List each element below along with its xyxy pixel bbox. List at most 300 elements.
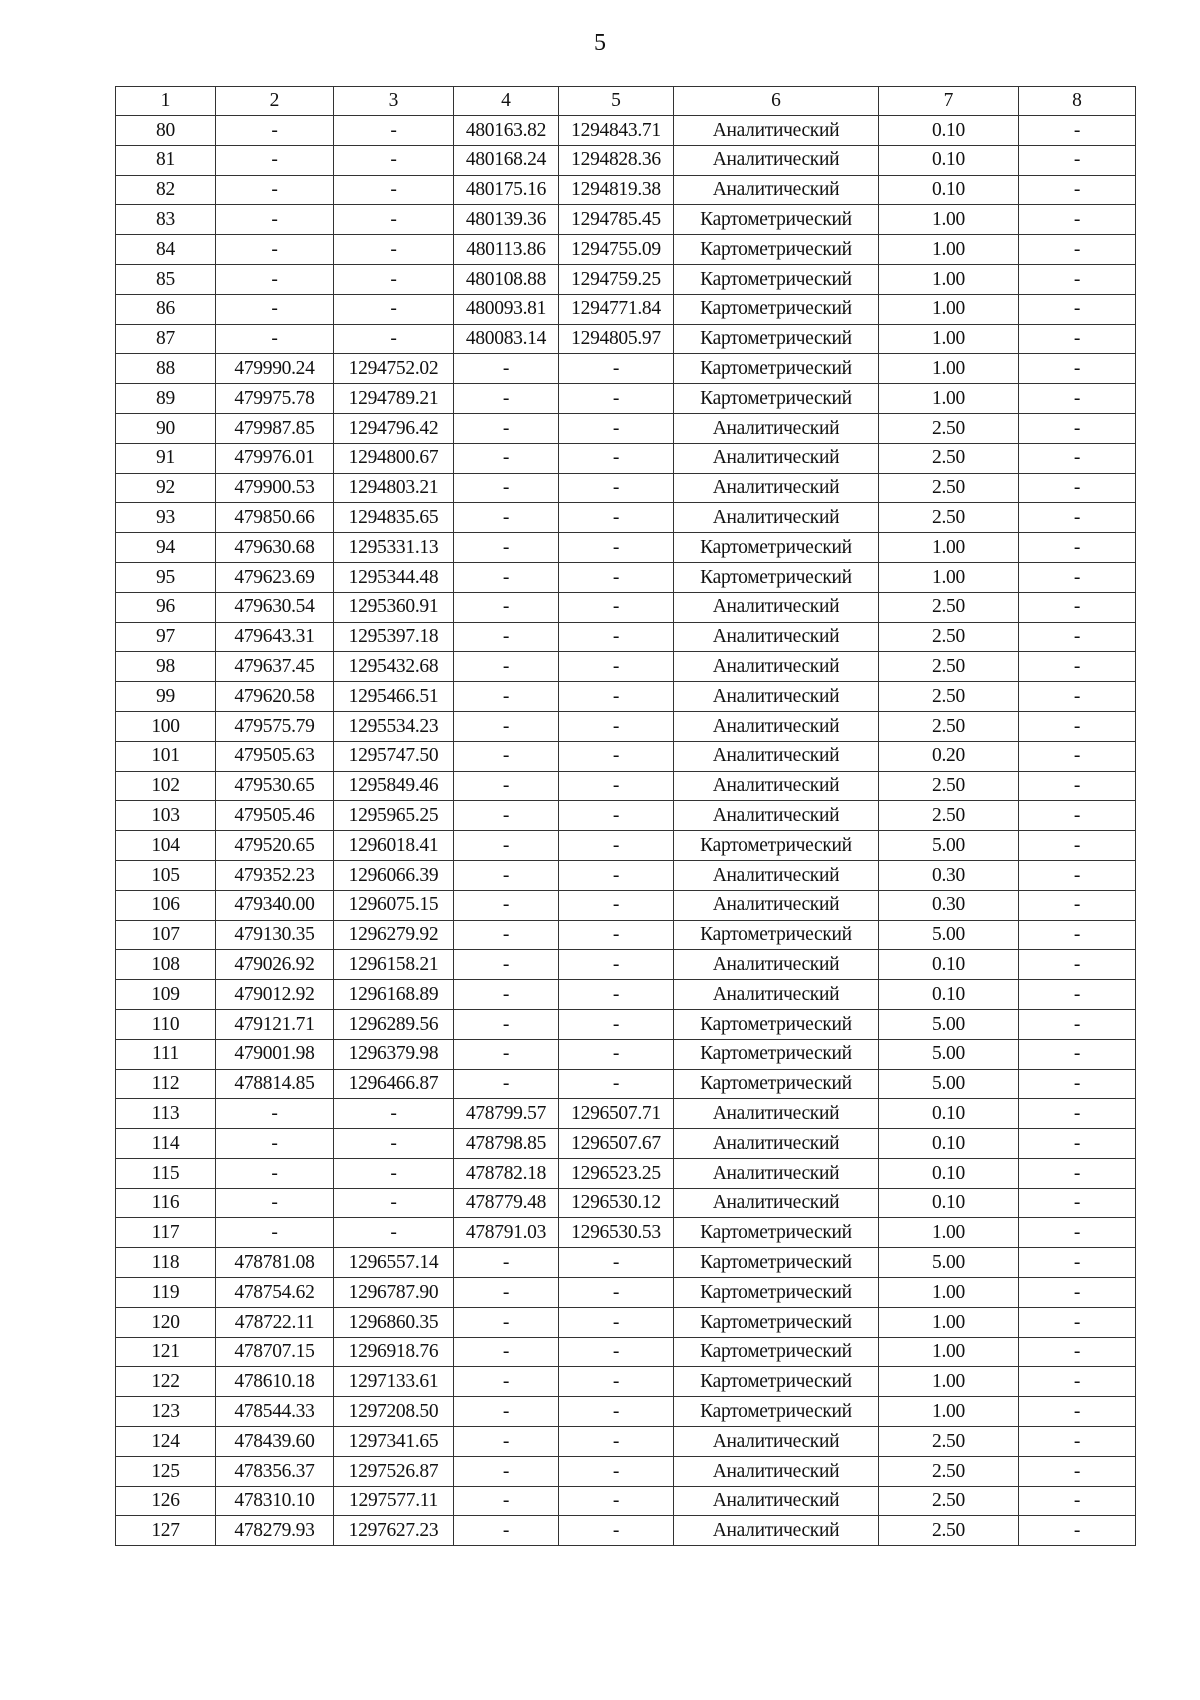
cell-y-coordinate-b: - [559,1397,674,1427]
cell-method: Аналитический [674,652,879,682]
cell-y-coordinate-b: - [559,622,674,652]
cell-method: Картометрический [674,920,879,950]
cell-note: - [1019,473,1136,503]
cell-row-number: 88 [116,354,216,384]
cell-y-coordinate-a: 1296379.98 [334,1039,454,1069]
coordinates-table-container [115,86,1136,1546]
cell-x-coordinate-a: - [216,175,334,205]
cell-row-number: 89 [116,384,216,414]
cell-y-coordinate-b: - [559,473,674,503]
cell-x-coordinate-b: - [454,741,559,771]
table-row [116,1218,1136,1248]
cell-y-coordinate-b: 1294828.36 [559,145,674,175]
cell-row-number: 107 [116,920,216,950]
cell-row-number: 116 [116,1188,216,1218]
cell-note: - [1019,831,1136,861]
cell-x-coordinate-a: 479637.45 [216,652,334,682]
cell-x-coordinate-a: 478781.08 [216,1248,334,1278]
cell-row-number: 112 [116,1069,216,1099]
cell-y-coordinate-a: 1296787.90 [334,1278,454,1308]
cell-note: - [1019,1397,1136,1427]
cell-row-number: 106 [116,890,216,920]
cell-x-coordinate-b: 480163.82 [454,116,559,146]
page-number: 5 [594,30,606,56]
cell-y-coordinate-a: 1296289.56 [334,1009,454,1039]
cell-x-coordinate-a: - [216,1158,334,1188]
cell-x-coordinate-b: - [454,592,559,622]
cell-x-coordinate-b: - [454,1486,559,1516]
cell-y-coordinate-b: - [559,1009,674,1039]
cell-x-coordinate-a: 479575.79 [216,711,334,741]
cell-x-coordinate-a: 479352.23 [216,860,334,890]
cell-row-number: 97 [116,622,216,652]
cell-note: - [1019,205,1136,235]
cell-accuracy: 1.00 [879,1367,1019,1397]
cell-accuracy: 1.00 [879,384,1019,414]
cell-accuracy: 5.00 [879,1009,1019,1039]
column-header-7: 7 [879,87,1019,116]
cell-x-coordinate-a: 478356.37 [216,1456,334,1486]
table-row [116,354,1136,384]
table-row [116,592,1136,622]
cell-row-number: 113 [116,1099,216,1129]
cell-row-number: 96 [116,592,216,622]
cell-y-coordinate-a: 1295397.18 [334,622,454,652]
cell-x-coordinate-b: - [454,413,559,443]
cell-x-coordinate-a: - [216,145,334,175]
cell-x-coordinate-a: 479987.85 [216,413,334,443]
cell-note: - [1019,682,1136,712]
cell-y-coordinate-a: 1296158.21 [334,950,454,980]
table-row [116,1307,1136,1337]
cell-accuracy: 1.00 [879,235,1019,265]
cell-y-coordinate-b: - [559,1307,674,1337]
cell-row-number: 121 [116,1337,216,1367]
cell-y-coordinate-a: 1297341.65 [334,1427,454,1457]
cell-accuracy: 2.50 [879,801,1019,831]
cell-row-number: 85 [116,264,216,294]
cell-x-coordinate-b: - [454,1278,559,1308]
cell-x-coordinate-b: - [454,1307,559,1337]
cell-y-coordinate-b: - [559,771,674,801]
cell-x-coordinate-b: - [454,950,559,980]
cell-accuracy: 1.00 [879,264,1019,294]
cell-x-coordinate-b: - [454,473,559,503]
cell-y-coordinate-b: - [559,801,674,831]
cell-note: - [1019,1427,1136,1457]
cell-x-coordinate-b: - [454,1069,559,1099]
cell-row-number: 114 [116,1129,216,1159]
table-header [116,87,1136,116]
table-row [116,831,1136,861]
cell-accuracy: 2.50 [879,771,1019,801]
cell-accuracy: 1.00 [879,1397,1019,1427]
cell-row-number: 124 [116,1427,216,1457]
cell-note: - [1019,920,1136,950]
cell-x-coordinate-b: 480168.24 [454,145,559,175]
cell-y-coordinate-b: - [559,1427,674,1457]
cell-row-number: 100 [116,711,216,741]
cell-x-coordinate-a: 479990.24 [216,354,334,384]
cell-y-coordinate-a: - [334,1158,454,1188]
column-header-8: 8 [1019,87,1136,116]
cell-method: Аналитический [674,1129,879,1159]
cell-row-number: 104 [116,831,216,861]
cell-x-coordinate-a: - [216,235,334,265]
cell-y-coordinate-b: - [559,682,674,712]
cell-x-coordinate-b: - [454,1516,559,1546]
table-row [116,980,1136,1010]
cell-x-coordinate-a: 479976.01 [216,443,334,473]
cell-row-number: 102 [116,771,216,801]
cell-method: Картометрический [674,831,879,861]
cell-accuracy: 1.00 [879,354,1019,384]
cell-method: Аналитический [674,592,879,622]
cell-method: Картометрический [674,1069,879,1099]
cell-x-coordinate-b: - [454,831,559,861]
cell-note: - [1019,354,1136,384]
cell-accuracy: 0.10 [879,116,1019,146]
cell-x-coordinate-a: - [216,1129,334,1159]
cell-accuracy: 2.50 [879,682,1019,712]
cell-row-number: 87 [116,324,216,354]
cell-y-coordinate-b: - [559,652,674,682]
cell-method: Аналитический [674,771,879,801]
cell-x-coordinate-b: - [454,890,559,920]
cell-method: Аналитический [674,1099,879,1129]
cell-method: Аналитический [674,1516,879,1546]
cell-y-coordinate-a: 1296279.92 [334,920,454,950]
cell-row-number: 103 [116,801,216,831]
table-row [116,920,1136,950]
table-row [116,1039,1136,1069]
cell-x-coordinate-b: 480139.36 [454,205,559,235]
column-header-6: 6 [674,87,879,116]
cell-y-coordinate-a: 1297627.23 [334,1516,454,1546]
cell-y-coordinate-b: - [559,1278,674,1308]
cell-row-number: 80 [116,116,216,146]
cell-method: Картометрический [674,235,879,265]
cell-accuracy: 0.10 [879,145,1019,175]
cell-y-coordinate-b: - [559,592,674,622]
cell-x-coordinate-a: 479340.00 [216,890,334,920]
cell-y-coordinate-a: 1296557.14 [334,1248,454,1278]
cell-x-coordinate-b: - [454,860,559,890]
cell-x-coordinate-b: - [454,771,559,801]
cell-x-coordinate-a: - [216,1099,334,1129]
cell-note: - [1019,622,1136,652]
table-row [116,801,1136,831]
cell-method: Картометрический [674,1307,879,1337]
cell-note: - [1019,324,1136,354]
table-row [116,294,1136,324]
cell-y-coordinate-b: - [559,980,674,1010]
cell-x-coordinate-a: 479001.98 [216,1039,334,1069]
cell-row-number: 125 [116,1456,216,1486]
table-row [116,711,1136,741]
cell-y-coordinate-b: 1296530.53 [559,1218,674,1248]
cell-row-number: 120 [116,1307,216,1337]
cell-row-number: 117 [116,1218,216,1248]
cell-accuracy: 2.50 [879,443,1019,473]
cell-note: - [1019,1099,1136,1129]
cell-x-coordinate-a: 479012.92 [216,980,334,1010]
cell-y-coordinate-a: - [334,145,454,175]
cell-note: - [1019,562,1136,592]
cell-method: Аналитический [674,145,879,175]
cell-method: Аналитический [674,443,879,473]
cell-accuracy: 1.00 [879,533,1019,563]
cell-method: Картометрический [674,1278,879,1308]
cell-x-coordinate-a: 479975.78 [216,384,334,414]
table-row [116,622,1136,652]
cell-x-coordinate-b: - [454,682,559,712]
cell-method: Аналитический [674,741,879,771]
cell-row-number: 90 [116,413,216,443]
cell-x-coordinate-a: 478279.93 [216,1516,334,1546]
cell-note: - [1019,116,1136,146]
table-row [116,116,1136,146]
cell-y-coordinate-a: 1296066.39 [334,860,454,890]
table-row [116,473,1136,503]
cell-y-coordinate-b: - [559,1516,674,1546]
cell-x-coordinate-a: 478754.62 [216,1278,334,1308]
cell-y-coordinate-b: - [559,1069,674,1099]
cell-y-coordinate-a: 1295534.23 [334,711,454,741]
table-row [116,533,1136,563]
cell-method: Аналитический [674,711,879,741]
cell-y-coordinate-b: - [559,384,674,414]
cell-note: - [1019,950,1136,980]
cell-note: - [1019,980,1136,1010]
cell-accuracy: 0.10 [879,1158,1019,1188]
cell-accuracy: 0.30 [879,860,1019,890]
cell-y-coordinate-b: - [559,1456,674,1486]
cell-accuracy: 2.50 [879,473,1019,503]
cell-accuracy: 0.10 [879,1099,1019,1129]
cell-x-coordinate-a: - [216,1218,334,1248]
column-header-5: 5 [559,87,674,116]
table-row [116,860,1136,890]
cell-y-coordinate-a: - [334,1188,454,1218]
cell-row-number: 111 [116,1039,216,1069]
cell-accuracy: 1.00 [879,1337,1019,1367]
cell-note: - [1019,1307,1136,1337]
cell-note: - [1019,801,1136,831]
cell-x-coordinate-b: 478799.57 [454,1099,559,1129]
cell-y-coordinate-a: - [334,1129,454,1159]
cell-row-number: 110 [116,1009,216,1039]
cell-y-coordinate-a: - [334,1218,454,1248]
table-row [116,1188,1136,1218]
cell-y-coordinate-b: 1296523.25 [559,1158,674,1188]
cell-x-coordinate-b: - [454,652,559,682]
cell-x-coordinate-a: 478439.60 [216,1427,334,1457]
cell-y-coordinate-b: - [559,413,674,443]
cell-accuracy: 5.00 [879,1248,1019,1278]
table-row [116,1427,1136,1457]
table-row [116,1456,1136,1486]
cell-x-coordinate-b: - [454,503,559,533]
cell-y-coordinate-a: 1295849.46 [334,771,454,801]
table-row [116,413,1136,443]
cell-method: Аналитический [674,860,879,890]
cell-y-coordinate-b: 1294843.71 [559,116,674,146]
cell-x-coordinate-a: 479620.58 [216,682,334,712]
cell-x-coordinate-a: 478610.18 [216,1367,334,1397]
cell-accuracy: 5.00 [879,831,1019,861]
cell-y-coordinate-b: - [559,831,674,861]
cell-note: - [1019,1367,1136,1397]
cell-accuracy: 1.00 [879,1278,1019,1308]
cell-y-coordinate-a: 1297133.61 [334,1367,454,1397]
cell-y-coordinate-a: 1297526.87 [334,1456,454,1486]
cell-row-number: 92 [116,473,216,503]
table-row [116,1009,1136,1039]
table-row [116,235,1136,265]
cell-x-coordinate-b: - [454,711,559,741]
cell-accuracy: 2.50 [879,1486,1019,1516]
cell-x-coordinate-b: - [454,384,559,414]
cell-x-coordinate-a: - [216,205,334,235]
table-row [116,145,1136,175]
table-row [116,1367,1136,1397]
cell-method: Аналитический [674,890,879,920]
cell-y-coordinate-b: - [559,920,674,950]
cell-x-coordinate-b: - [454,1427,559,1457]
table-row [116,1158,1136,1188]
cell-y-coordinate-a: - [334,116,454,146]
cell-row-number: 81 [116,145,216,175]
cell-note: - [1019,860,1136,890]
cell-y-coordinate-a: 1294835.65 [334,503,454,533]
cell-accuracy: 2.50 [879,413,1019,443]
cell-note: - [1019,1188,1136,1218]
cell-x-coordinate-b: - [454,1009,559,1039]
table-row [116,741,1136,771]
cell-y-coordinate-b: 1296507.71 [559,1099,674,1129]
cell-x-coordinate-a: 479630.68 [216,533,334,563]
header-row [116,87,1136,116]
table-row [116,652,1136,682]
cell-row-number: 123 [116,1397,216,1427]
cell-y-coordinate-b: - [559,443,674,473]
cell-y-coordinate-b: 1294785.45 [559,205,674,235]
cell-y-coordinate-b: - [559,533,674,563]
cell-y-coordinate-a: - [334,175,454,205]
cell-row-number: 126 [116,1486,216,1516]
table-body [116,116,1136,1546]
cell-accuracy: 0.30 [879,890,1019,920]
cell-row-number: 101 [116,741,216,771]
table-row [116,1337,1136,1367]
cell-note: - [1019,533,1136,563]
cell-x-coordinate-a: 479121.71 [216,1009,334,1039]
cell-x-coordinate-a: 479850.66 [216,503,334,533]
cell-accuracy: 1.00 [879,205,1019,235]
cell-accuracy: 1.00 [879,294,1019,324]
column-header-1: 1 [116,87,216,116]
cell-x-coordinate-b: - [454,562,559,592]
cell-accuracy: 0.20 [879,741,1019,771]
cell-y-coordinate-b: 1296507.67 [559,1129,674,1159]
cell-accuracy: 0.10 [879,1129,1019,1159]
cell-y-coordinate-a: - [334,294,454,324]
column-header-4: 4 [454,87,559,116]
table-row [116,890,1136,920]
cell-y-coordinate-a: 1294752.02 [334,354,454,384]
cell-method: Аналитический [674,1486,879,1516]
cell-y-coordinate-a: 1294796.42 [334,413,454,443]
cell-note: - [1019,1039,1136,1069]
cell-x-coordinate-b: - [454,533,559,563]
cell-x-coordinate-a: 478310.10 [216,1486,334,1516]
table-row [116,384,1136,414]
cell-x-coordinate-a: 478722.11 [216,1307,334,1337]
cell-accuracy: 1.00 [879,1307,1019,1337]
cell-y-coordinate-a: 1296860.35 [334,1307,454,1337]
cell-y-coordinate-b: 1294759.25 [559,264,674,294]
cell-row-number: 118 [116,1248,216,1278]
cell-x-coordinate-b: - [454,920,559,950]
cell-row-number: 82 [116,175,216,205]
table-row [116,1486,1136,1516]
cell-y-coordinate-b: - [559,503,674,533]
cell-y-coordinate-b: - [559,354,674,384]
cell-y-coordinate-a: - [334,235,454,265]
table-row [116,682,1136,712]
table-row [116,1397,1136,1427]
cell-accuracy: 2.50 [879,622,1019,652]
cell-y-coordinate-a: 1294803.21 [334,473,454,503]
cell-x-coordinate-b: - [454,1337,559,1367]
cell-method: Аналитический [674,175,879,205]
cell-note: - [1019,1337,1136,1367]
table-row [116,205,1136,235]
cell-method: Картометрический [674,1337,879,1367]
cell-y-coordinate-a: 1296168.89 [334,980,454,1010]
cell-accuracy: 0.10 [879,950,1019,980]
cell-note: - [1019,1009,1136,1039]
cell-note: - [1019,294,1136,324]
cell-accuracy: 0.10 [879,175,1019,205]
cell-y-coordinate-b: - [559,950,674,980]
cell-row-number: 83 [116,205,216,235]
cell-y-coordinate-b: - [559,1248,674,1278]
cell-method: Аналитический [674,980,879,1010]
cell-method: Картометрический [674,324,879,354]
cell-x-coordinate-b: 480083.14 [454,324,559,354]
cell-y-coordinate-a: 1295344.48 [334,562,454,592]
cell-accuracy: 2.50 [879,1516,1019,1546]
cell-x-coordinate-a: 479026.92 [216,950,334,980]
cell-x-coordinate-a: - [216,264,334,294]
cell-row-number: 109 [116,980,216,1010]
cell-accuracy: 2.50 [879,592,1019,622]
cell-note: - [1019,413,1136,443]
table-row [116,503,1136,533]
cell-method: Картометрический [674,264,879,294]
cell-method: Аналитический [674,1427,879,1457]
cell-row-number: 95 [116,562,216,592]
cell-note: - [1019,890,1136,920]
cell-method: Аналитический [674,682,879,712]
cell-method: Картометрический [674,384,879,414]
cell-method: Аналитический [674,1158,879,1188]
cell-row-number: 105 [116,860,216,890]
cell-x-coordinate-a: - [216,324,334,354]
cell-note: - [1019,592,1136,622]
